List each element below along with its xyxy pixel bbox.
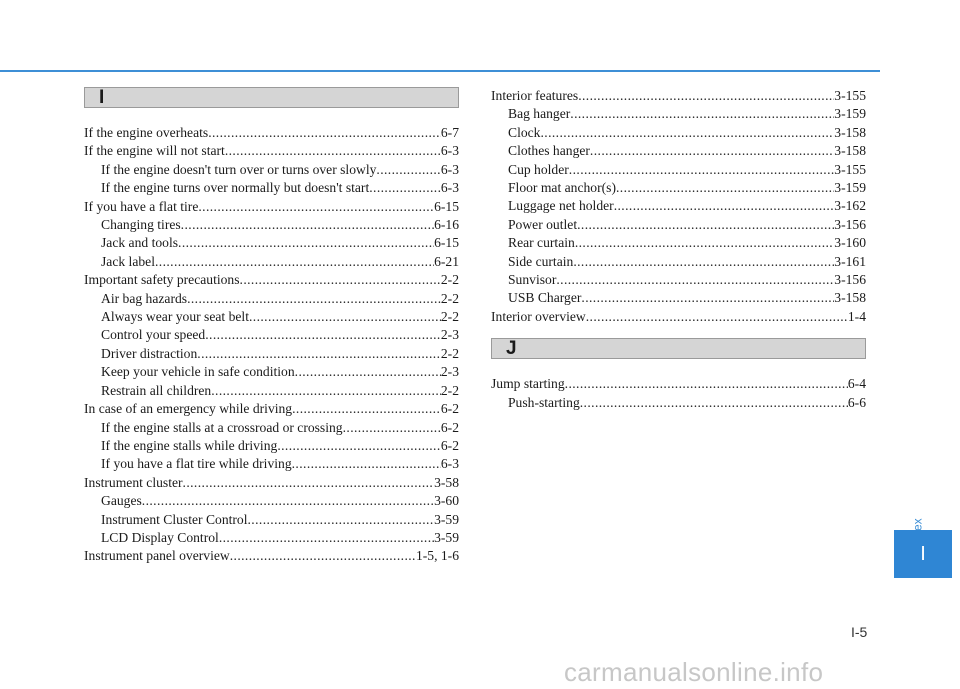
index-subentry: Floor mat anchor(s) ..... 3-159: [491, 179, 866, 197]
index-entry: If the engine overheats ..... 6-7: [84, 124, 459, 142]
index-subentry: Sunvisor ..... 3-156: [491, 271, 866, 289]
index-subentry: Power outlet ..... 3-156: [491, 216, 866, 234]
index-subentry: Keep your vehicle in safe condition ..... 2-3: [84, 363, 459, 381]
index-subentry: If the engine doesn't turn over or turns over slowly ..... 6-3: [84, 161, 459, 179]
index-subentry: Changing tires ..... 6-16: [84, 216, 459, 234]
index-subentry: Always wear your seat belt ..... 2-2: [84, 308, 459, 326]
index-subentry: Jack and tools ..... 6-15: [84, 234, 459, 252]
index-entry: Instrument panel overview ..... 1-5, 1-6: [84, 547, 459, 565]
index-subentry: If the engine stalls while driving ..... 6-2: [84, 437, 459, 455]
section-letter-j: J: [506, 338, 517, 360]
index-subentry: Air bag hazards ..... 2-2: [84, 290, 459, 308]
index-subentry: Control your speed ..... 2-3: [84, 326, 459, 344]
index-subentry: Driver distraction ..... 2-2: [84, 345, 459, 363]
index-entry: Interior features ..... 3-155: [491, 87, 866, 105]
index-subentry: Luggage net holder ..... 3-162: [491, 197, 866, 215]
index-subentry: If the engine turns over normally but doesn't start ..... 6-3: [84, 179, 459, 197]
section-header-j: [491, 338, 866, 359]
top-rule: [0, 70, 880, 72]
index-subentry: Clock ..... 3-158: [491, 124, 866, 142]
index-subentry: Restrain all children ..... 2-2: [84, 382, 459, 400]
index-entry: If the engine will not start ..... 6-3: [84, 142, 459, 160]
index-subentry: USB Charger ..... 3-158: [491, 289, 866, 307]
index-entry: Instrument cluster ..... 3-58: [84, 474, 459, 492]
index-subentry: Cup holder ..... 3-155: [491, 161, 866, 179]
index-column-left: [84, 87, 459, 566]
index-column-right: [491, 87, 866, 412]
index-subentry: Gauges ..... 3-60: [84, 492, 459, 510]
index-subentry: Clothes hanger ..... 3-158: [491, 142, 866, 160]
index-subentry: If you have a flat tire while driving ..... 6-3: [84, 455, 459, 473]
section-letter-i: I: [99, 87, 105, 108]
index-subentry: Rear curtain ..... 3-160: [491, 234, 866, 252]
index-subentry: Instrument Cluster Control ..... 3-59: [84, 511, 459, 529]
index-subentry: If the engine stalls at a crossroad or crossing ..... 6-2: [84, 419, 459, 437]
index-subentry: Bag hanger ..... 3-159: [491, 105, 866, 123]
side-tab-letter: I: [894, 530, 952, 578]
index-subentry: Side curtain ..... 3-161: [491, 253, 866, 271]
index-subentry: LCD Display Control ..... 3-59: [84, 529, 459, 547]
index-entry: If you have a flat tire ..... 6-15: [84, 198, 459, 216]
index-entry: Important safety precautions ..... 2-2: [84, 271, 459, 289]
page-number: I-5: [851, 624, 868, 640]
index-subentry: Jack label ..... 6-21: [84, 253, 459, 271]
watermark: carmanualsonline.info: [564, 657, 824, 687]
section-header-i: [84, 87, 459, 108]
index-entry: In case of an emergency while driving ..... 6-2: [84, 400, 459, 418]
index-subentry: Push-starting ..... 6-6: [491, 394, 866, 412]
index-entry: Interior overview ..... 1-4: [491, 308, 866, 326]
index-entry: Jump starting ..... 6-4: [491, 375, 866, 393]
